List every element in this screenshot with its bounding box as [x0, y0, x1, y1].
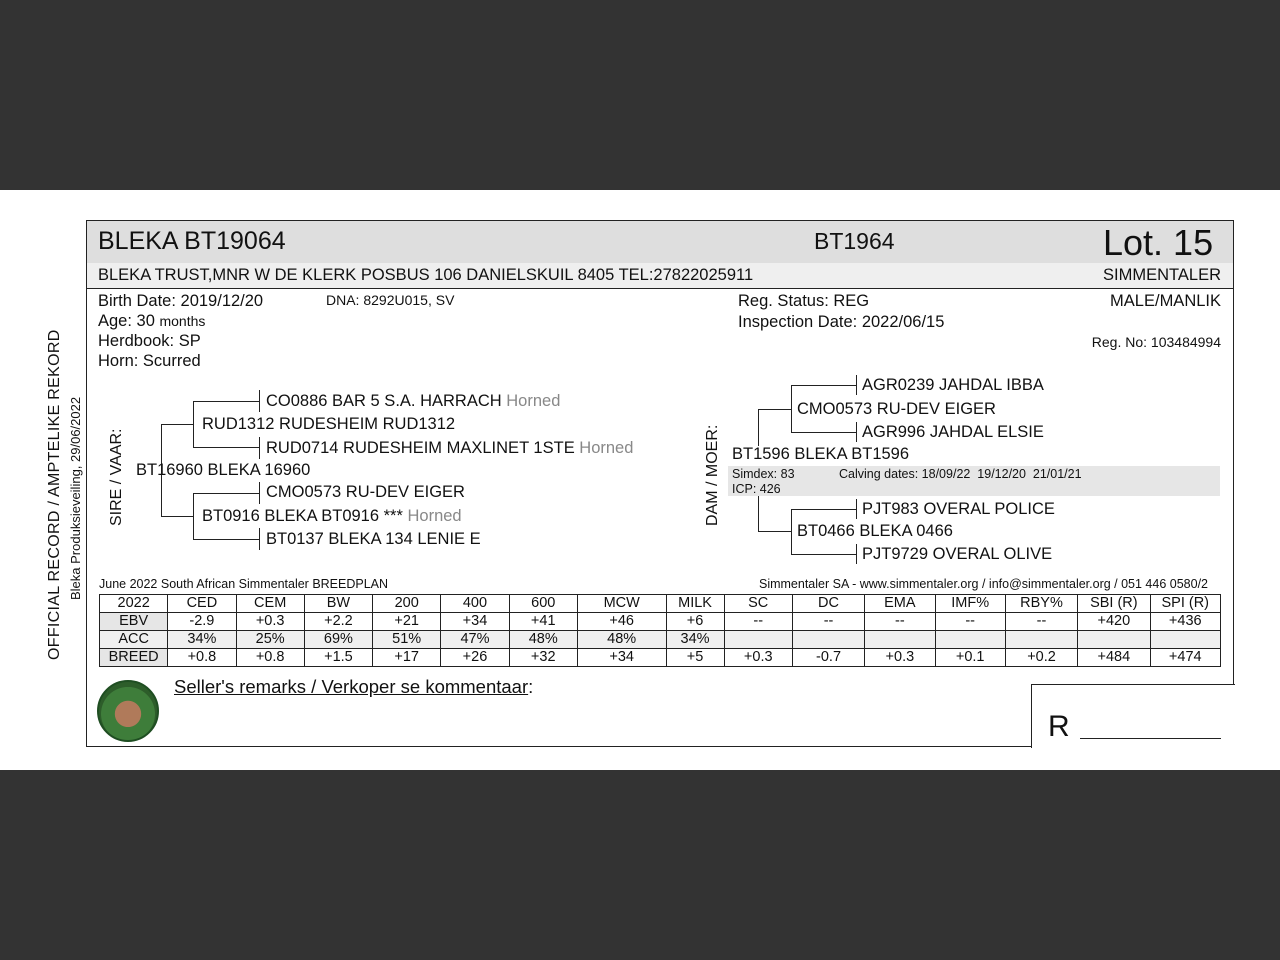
sire-bracket: [193, 493, 194, 539]
ss-name: CO0886 BAR 5 S.A. HARRACH: [266, 392, 502, 410]
ebv-cell: +420: [1078, 613, 1150, 631]
ebv-header-cell: 600: [509, 595, 577, 613]
dam-dam-dam: PJT9729 OVERAL OLIVE: [862, 545, 1053, 563]
dam-line: [791, 432, 856, 433]
ebv-row: [100, 649, 1221, 667]
ebv-cell: +436: [1150, 613, 1220, 631]
ebv-cell: +41: [509, 613, 577, 631]
dam-bracket: [758, 496, 759, 532]
sire-tick: [259, 528, 260, 550]
sire-sire-sire: [266, 392, 560, 411]
ebv-header-cell: DC: [792, 595, 864, 613]
ebv-row-label: EBV: [100, 613, 168, 631]
sire-line: [193, 493, 259, 494]
breed-society-logo: [97, 680, 159, 742]
dam-bracket: [791, 385, 792, 433]
ebv-cell: --: [865, 613, 935, 631]
sire-tick: [259, 482, 260, 504]
sire-line: [193, 401, 259, 402]
ebv-header-cell: CED: [168, 595, 236, 613]
seller-remarks-label: Seller's remarks / Verkoper se kommentaar: [174, 676, 529, 697]
ebv-header-cell: MCW: [577, 595, 666, 613]
reg-number: Reg. No: 103484994: [1091, 334, 1221, 350]
dam-tick: [856, 499, 857, 519]
ebv-cell: 25%: [236, 631, 304, 649]
frame-bottom: [86, 746, 1031, 747]
ebv-cell: +0.2: [1005, 649, 1077, 667]
ebv-cell: 34%: [666, 631, 724, 649]
ebv-cell: --: [1005, 613, 1077, 631]
dam-label: DAM / MOER:: [704, 424, 721, 526]
age: [98, 312, 205, 331]
ebv-cell: +6: [666, 613, 724, 631]
ebv-cell: +32: [509, 649, 577, 667]
herdbook: Herdbook: SP: [98, 332, 201, 350]
remarks-colon: :: [528, 676, 534, 697]
horn-status: Horn: Scurred: [98, 352, 201, 370]
sire-dam-horn: Horned: [407, 507, 462, 525]
ebv-row: [100, 631, 1221, 649]
ebv-cell: +1.5: [304, 649, 372, 667]
dam-tick: [856, 422, 857, 442]
dam-line: [791, 554, 856, 555]
ebv-cell: --: [935, 613, 1005, 631]
sd-horn: Horned: [579, 439, 634, 457]
ebv-cell: +34: [577, 649, 666, 667]
official-record-label: OFFICIAL RECORD / AMPTELIKE REKORD: [46, 329, 63, 660]
sire-sire-dam: [266, 439, 633, 458]
ebv-table: [99, 594, 1221, 667]
ebv-cell: +2.2: [304, 613, 372, 631]
sire-dam: [202, 507, 462, 526]
ebv-header-cell: 200: [373, 595, 441, 613]
ebv-header-cell: BW: [304, 595, 372, 613]
ebv-row: [100, 613, 1221, 631]
calving-dates: Calving dates: 18/09/22 19/12/20 21/01/21: [839, 467, 1082, 481]
ebv-cell: +0.8: [236, 649, 304, 667]
age-unit: months: [159, 313, 206, 329]
sex: MALE/MANLIK: [1110, 292, 1221, 310]
dam-dam: BT0466 BLEKA 0466: [797, 522, 953, 540]
ebv-cell: +26: [441, 649, 509, 667]
ebv-header-cell: SC: [724, 595, 792, 613]
reg-status: Reg. Status: REG: [738, 292, 870, 310]
inspection-date: Inspection Date: 2022/06/15: [738, 313, 945, 331]
dam-name: BT1596 BLEKA BT1596: [732, 445, 910, 463]
ebv-cell: [1078, 631, 1150, 649]
ebv-header-cell: 2022: [100, 595, 168, 613]
dam-line: [758, 531, 792, 532]
sire-line: [193, 539, 259, 540]
ebv-cell: +34: [441, 613, 509, 631]
dam-line: [791, 385, 856, 386]
dam-line: [758, 409, 792, 410]
sire-bracket: [193, 401, 194, 447]
ebv-cell: 48%: [509, 631, 577, 649]
sire-dam-dam: BT0137 BLEKA 134 LENIE E: [266, 530, 481, 548]
sire-dam-name: BT0916 BLEKA BT0916 ***: [202, 507, 403, 525]
dam-tick: [856, 375, 857, 395]
dam-sire: CMO0573 RU-DEV EIGER: [797, 400, 996, 418]
ebv-cell: +5: [666, 649, 724, 667]
dam-sire-sire: AGR0239 JAHDAL IBBA: [862, 376, 1044, 394]
ebv-header-cell: SBI (R): [1078, 595, 1150, 613]
animal-code: BT1964: [814, 228, 895, 254]
ebv-cell: +0.3: [865, 649, 935, 667]
sire-tick: [259, 390, 260, 412]
breedplan-contact: Simmentaler SA - www.simmentaler.org / info@simmentaler.org / 051 446 0580/2: [758, 577, 1208, 591]
dam-tick: [856, 544, 857, 564]
ebv-header-cell: RBY%: [1005, 595, 1077, 613]
ebv-cell: [865, 631, 935, 649]
ebv-cell: +17: [373, 649, 441, 667]
dam-line: [791, 509, 856, 510]
ebv-cell: +0.1: [935, 649, 1005, 667]
ebv-cell: 69%: [304, 631, 372, 649]
sire-line: [161, 424, 194, 425]
ebv-cell: [1005, 631, 1077, 649]
sire-line: [161, 516, 194, 517]
ebv-cell: +0.8: [168, 649, 236, 667]
frame-right: [1233, 220, 1234, 684]
ebv-header-cell: CEM: [236, 595, 304, 613]
age-value: Age: 30: [98, 312, 155, 330]
breedplan-title: June 2022 South African Simmentaler BREEDPLAN: [99, 577, 389, 591]
ebv-cell: +46: [577, 613, 666, 631]
price-line[interactable]: [1080, 738, 1221, 739]
ebv-cell: +484: [1078, 649, 1150, 667]
ebv-row-label: BREED: [100, 649, 168, 667]
ebv-cell: -0.7: [792, 649, 864, 667]
icp: ICP: 426: [732, 482, 781, 496]
ebv-cell: 48%: [577, 631, 666, 649]
frame-left: [86, 220, 87, 746]
dam-sire-dam: AGR996 JAHDAL ELSIE: [862, 423, 1044, 441]
ebv-cell: [792, 631, 864, 649]
ebv-cell: --: [724, 613, 792, 631]
dam-bracket: [791, 509, 792, 555]
ebv-header-cell: EMA: [865, 595, 935, 613]
sire-line: [193, 447, 259, 448]
ebv-cell: 51%: [373, 631, 441, 649]
sire-tick: [259, 437, 260, 459]
lot-number: Lot. 15: [1103, 222, 1214, 263]
simdex: Simdex: 83: [732, 467, 795, 481]
auction-label: Bleka Produksieveiling, 29/06/2022: [68, 396, 83, 600]
price-currency: R: [1048, 710, 1070, 743]
sd-name: RUD0714 RUDESHEIM MAXLINET 1STE: [266, 439, 575, 457]
ebv-cell: [724, 631, 792, 649]
ebv-cell: --: [792, 613, 864, 631]
ebv-header-row: [100, 595, 1221, 613]
ebv-cell: [1150, 631, 1220, 649]
dam-bracket: [758, 409, 759, 446]
ebv-cell: [935, 631, 1005, 649]
ebv-cell: +474: [1150, 649, 1220, 667]
ebv-cell: 47%: [441, 631, 509, 649]
sire-name: BT16960 BLEKA 16960: [136, 461, 311, 479]
ebv-header-cell: IMF%: [935, 595, 1005, 613]
ebv-header-cell: 400: [441, 595, 509, 613]
ebv-row-label: ACC: [100, 631, 168, 649]
breed-name: SIMMENTALER: [1103, 266, 1221, 284]
ss-horn: Horned: [506, 392, 561, 410]
sire-label: SIRE / VAAR:: [108, 428, 125, 526]
ebv-cell: -2.9: [168, 613, 236, 631]
animal-name: BLEKA BT19064: [98, 227, 286, 255]
dam-dam-sire: PJT983 OVERAL POLICE: [862, 500, 1055, 518]
ebv-header-cell: SPI (R): [1150, 595, 1220, 613]
dna: DNA: 8292U015, SV: [326, 292, 455, 308]
ebv-cell: 34%: [168, 631, 236, 649]
birth-date: Birth Date: 2019/12/20: [98, 292, 264, 310]
owner-details: BLEKA TRUST,MNR W DE KLERK POSBUS 106 DANIELSKUIL 8405 TEL:27822025911: [98, 266, 754, 284]
ebv-cell: +0.3: [236, 613, 304, 631]
seller-remarks: [174, 676, 533, 698]
ebv-cell: +0.3: [724, 649, 792, 667]
sire-sire: RUD1312 RUDESHEIM RUD1312: [202, 415, 456, 433]
ebv-header-cell: MILK: [666, 595, 724, 613]
sire-dam-sire: CMO0573 RU-DEV EIGER: [266, 483, 465, 501]
ebv-cell: +21: [373, 613, 441, 631]
